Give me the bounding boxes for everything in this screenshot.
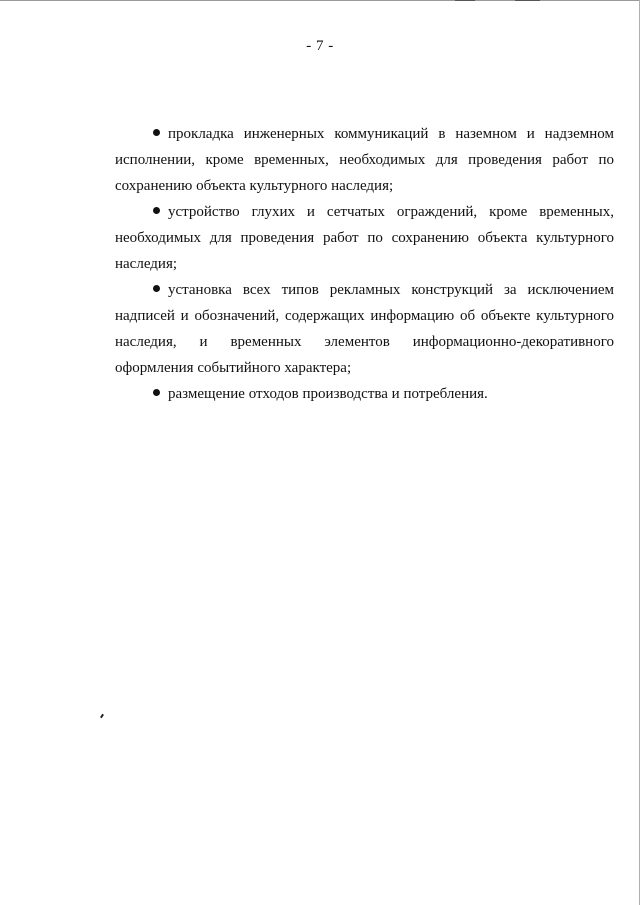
list-item-text: устройство глухих и сетчатых ограждений, кроме временных, необходимых для проведения работ по сохранению объекта культурного наследия;: [115, 204, 614, 272]
page-top-edge-mark: [515, 0, 540, 1]
page-top-edge: [0, 0, 640, 1]
list-item: [115, 381, 614, 407]
page-top-edge-mark: [455, 0, 475, 1]
list-item-text: прокладка инженерных коммуникаций в наземном и надземном исполнении, кроме временных, необходимых для проведения работ по сохранению объекта культурного наследия;: [115, 126, 614, 194]
list-item-text: размещение отходов производства и потребления.: [168, 386, 488, 402]
bullet-icon: [153, 207, 160, 214]
scan-artifact-mark: [100, 714, 104, 718]
list-item-text: установка всех типов рекламных конструкций за исключением надписей и обозначений, содержащих информацию об объекте культурного наследия, и временных элементов информационно-декоративного оформления событийного характера;: [115, 282, 614, 376]
bullet-icon: [153, 129, 160, 136]
bullet-icon: [153, 389, 160, 396]
list-item: [115, 277, 614, 381]
bullet-icon: [153, 285, 160, 292]
page-number: - 7 -: [306, 38, 334, 54]
document-body: [115, 121, 614, 407]
list-item: [115, 199, 614, 277]
list-item: [115, 121, 614, 199]
